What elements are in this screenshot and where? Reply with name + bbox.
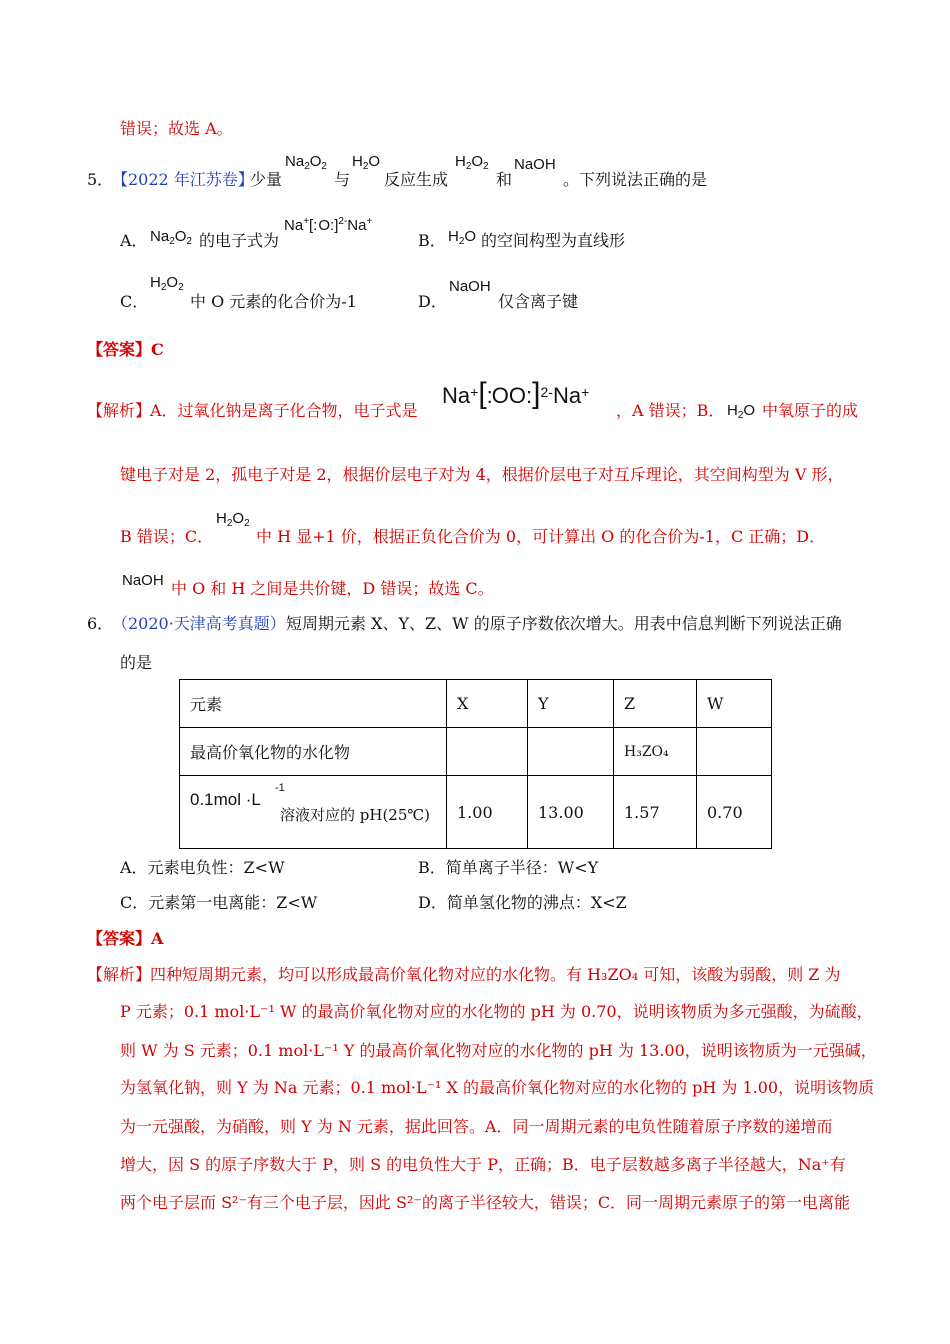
table-cell: X xyxy=(447,680,528,728)
table-cell: Z xyxy=(614,680,697,728)
formula-na2o2: $Na_2O_2$ xyxy=(150,228,192,247)
table-cell: Y xyxy=(528,680,614,728)
table-row xyxy=(180,680,772,728)
explanation-text: 键电子对是 2，孤电子对是 2，根据价层电子对为 4，根据价层电子对互斥理论，其空间构型为 V 形， xyxy=(120,465,844,484)
explanation-line: 增大，因 S 的原子序数大于 P，则 S 的电负性大于 P，正确；B．电子层数越多离子半径越大，Na⁺有 xyxy=(120,1155,846,1174)
table-cell xyxy=(447,728,528,776)
table-cell: W xyxy=(697,680,772,728)
explanation-text: A．过氧化钠是离子化合物，电子式是 xyxy=(150,401,418,420)
question-5-stem-part: 和 xyxy=(496,170,513,189)
question-6-stem: 短周期元素 X、Y、Z、W 的原子序数依次增大。用表中信息判断下列说法正确 xyxy=(286,614,842,633)
formula-h2o: $H_2O$ xyxy=(352,153,381,172)
formula-h2o2: $H_2O_2$ xyxy=(455,153,489,172)
formula-h2o2: $H_2O_2$ xyxy=(150,274,184,293)
explanation-text: B 错误；C． xyxy=(120,527,214,546)
explanation-line: P 元素；0.1 mol·L⁻¹ W 的最高价氧化物对应的水化物的 pH 为 0.70，说明该物质为多元强酸，为硫酸， xyxy=(120,1002,873,1021)
table-cell: H₃ZO₄ xyxy=(614,728,697,776)
option-a-text: 的电子式为 xyxy=(199,231,280,250)
table-cell: 元素 xyxy=(180,680,447,728)
table-cell: 最高价氧化物的水化物 xyxy=(180,728,447,776)
explanation-text: ，A 错误；B． xyxy=(616,401,725,420)
table-cell: 1.57 xyxy=(614,776,697,849)
lewis-structure-large: Na+[:OO:]$^{2-}$Na+ xyxy=(442,377,590,410)
table-row xyxy=(180,728,772,776)
option-c: C．元素第一电离能：Z<W xyxy=(120,893,318,912)
explanation-line: 为氢氧化钠，则 Y 为 Na 元素；0.1 mol·L⁻¹ X 的最高价氧化物对应的水化物的 pH 为 1.00，说明该物质 xyxy=(120,1078,875,1097)
explanation-line: 为一元强酸，为硝酸，则 Y 为 N 元素，据此回答。A．同一周期元素的电负性随着原子序数的递增而 xyxy=(120,1117,833,1136)
table-cell xyxy=(697,728,772,776)
table-cell xyxy=(528,728,614,776)
table-cell: 0.1mol ·L -1 溶液对应的 pH(25℃) xyxy=(180,776,447,849)
explanation-tag: 【解析】 xyxy=(87,401,152,420)
question-6-source-tag: （2020·天津高考真题） xyxy=(112,614,286,633)
option-d: D．简单氢化物的沸点：X<Z xyxy=(418,893,627,912)
lewis-structure-small: Na+[:O:]$^{2-}$Na+ xyxy=(284,216,373,234)
previous-explanation-end: 错误；故选 A。 xyxy=(120,119,233,138)
formula-naoh: NaOH xyxy=(514,156,556,173)
table-cell: 1.00 xyxy=(447,776,528,849)
table-cell: 13.00 xyxy=(528,776,614,849)
explanation-tag: 【解析】 xyxy=(87,965,152,984)
question-6-answer: 【答案】A xyxy=(87,929,164,948)
option-d-text: 仅含离子键 xyxy=(498,292,579,311)
formula-na2o2: $Na_2O_2$ xyxy=(285,153,327,172)
element-info-table xyxy=(179,679,772,849)
formula-h2o: $H_2O$ xyxy=(448,228,477,247)
explanation-line: 四种短周期元素，均可以形成最高价氧化物对应的水化物。有 H₃ZO₄ 可知，该酸为弱酸，则 Z 为 xyxy=(150,965,841,984)
option-c-label: C． xyxy=(120,292,149,311)
question-5-stem-part: 。下列说法正确的是 xyxy=(563,170,708,189)
explanation-text: 中 O 和 H 之间是共价键，D 错误；故选 C。 xyxy=(171,579,494,598)
question-5-stem-part: 少量 xyxy=(250,170,283,189)
formula-h2o: $H_2O$ xyxy=(727,402,756,421)
option-d-label: D． xyxy=(418,292,447,311)
explanation-text: 中 H 显+1 价，根据正负化合价为 0，可计算出 O 的化合价为-1，C 正确；D． xyxy=(256,527,826,546)
question-6-stem: 的是 xyxy=(120,653,153,672)
table-cell: 0.70 xyxy=(697,776,772,849)
table-row xyxy=(180,776,772,849)
question-5-answer: 【答案】C xyxy=(87,340,164,359)
formula-naoh: NaOH xyxy=(122,572,164,589)
explanation-line: 则 W 为 S 元素；0.1 mol·L⁻¹ Y 的最高价氧化物对应的水化物的 pH 为 13.00，说明该物质为一元强碱， xyxy=(120,1041,877,1060)
formula-h2o2: $H_2O_2$ xyxy=(216,510,250,529)
option-c-text: 中 O 元素的化合价为-1 xyxy=(190,292,357,311)
question-5-stem-part: 反应生成 xyxy=(384,170,449,189)
question-5-source-tag: 【2022 年江苏卷】 xyxy=(112,170,254,189)
question-5-stem-part: 与 xyxy=(334,170,351,189)
formula-naoh: NaOH xyxy=(449,278,491,295)
option-b: B．简单离子半径：W<Y xyxy=(418,858,599,877)
explanation-line: 两个电子层而 S²⁻有三个电子层，因此 S²⁻的离子半径较大，错误；C．同一周期元素原子的第一电离能 xyxy=(120,1193,851,1212)
option-b-label: B． xyxy=(418,231,446,250)
explanation-text: 中氧原子的成 xyxy=(762,401,859,420)
question-5-number: 5． xyxy=(87,170,114,189)
option-a: A．元素电负性：Z<W xyxy=(120,858,285,877)
option-a-label: A． xyxy=(120,231,148,250)
question-6-number: 6． xyxy=(87,614,114,633)
option-b-text: 的空间构型为直线形 xyxy=(481,231,626,250)
